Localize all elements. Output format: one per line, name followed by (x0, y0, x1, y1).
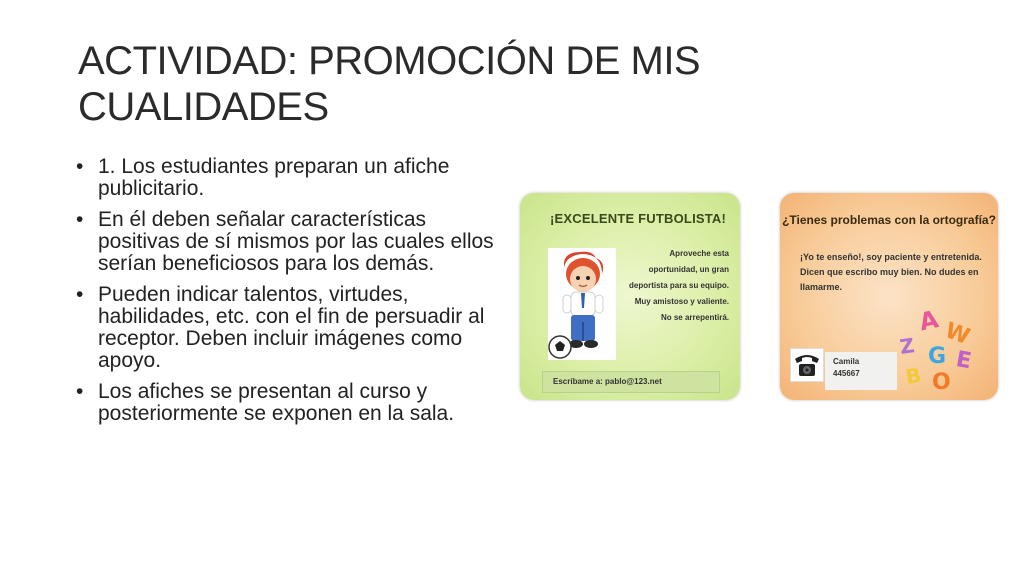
telephone-drawing (791, 349, 823, 381)
bullet-text: Pueden indicar talentos, virtudes, habilidades, etc. con el fin de persuadir al receptor. Deben incluir imágenes como apoyo. (98, 283, 485, 372)
boy-with-soccer-ball-image (548, 248, 616, 360)
poster-spelling-text: ¡Yo te enseño!, soy paciente y entretenida. Dicen que escribo muy bien. No dudes en llamarme. (800, 252, 982, 292)
letter-e: E (954, 346, 974, 375)
bullet-marker: • (76, 208, 84, 231)
letter-g: G (928, 344, 947, 369)
letter-w: W (941, 318, 974, 351)
telephone-icon (790, 348, 824, 382)
bullet-item-2 (76, 209, 501, 275)
poster-football (520, 193, 740, 400)
bullet-item-1 (76, 156, 501, 200)
bullet-text: En él deben señalar características positivas de sí mismos por las cuales ellos serían beneficiosos para los demás. (98, 208, 494, 275)
poster-football-text: Aproveche esta oportunidad, un gran deportista para su equipo. Muy amistoso y valiente. No se arrepentirá. (628, 249, 729, 322)
letter-b: B (903, 362, 924, 390)
bullet-list (76, 156, 501, 434)
contact-box (825, 352, 897, 390)
colorful-letters-image (898, 303, 988, 393)
bullet-text: 1. Los estudiantes preparan un afiche publicitario. (98, 155, 450, 200)
poster-spelling-title: ¿Tienes problemas con la ortografía? (782, 213, 996, 227)
bullet-item-3 (76, 284, 501, 372)
bullet-marker: • (76, 380, 84, 403)
boy-illustration (548, 248, 616, 360)
letter-z: Z (898, 333, 916, 360)
contact-name: Camila (833, 357, 860, 366)
poster-football-footer (542, 371, 720, 393)
contact-phone: 445667 (833, 369, 860, 378)
bullet-marker: • (76, 283, 84, 306)
poster-football-title: ¡EXCELENTE FUTBOLISTA! (550, 211, 727, 226)
bullet-text: Los afiches se presentan al curso y posteriormente se exponen en la sala. (98, 380, 455, 425)
letters-illustration (898, 303, 988, 393)
letter-a: A (916, 305, 941, 337)
slide-title: ACTIVIDAD: PROMOCIÓN DE MIS CUALIDADES (78, 39, 701, 129)
letter-o: O (932, 370, 951, 393)
poster-spelling (780, 193, 998, 400)
bullet-marker: • (76, 155, 84, 178)
poster-football-email: Escríbame a: pablo@123.net (553, 377, 662, 386)
bullet-item-4 (76, 381, 501, 425)
